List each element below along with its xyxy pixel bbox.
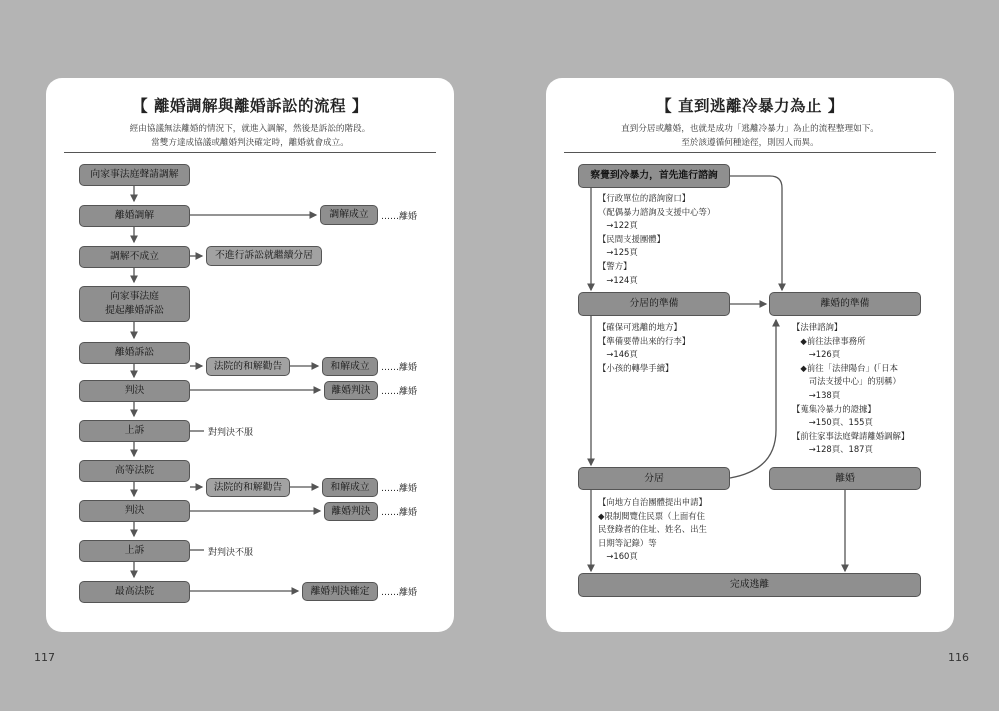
- prep-div-note-8: →150頁、155頁: [792, 417, 873, 428]
- prep-sep-note-3: →146頁: [598, 349, 638, 360]
- file-suit-line-2: 提起離婚訴訟: [105, 305, 164, 316]
- mediation-box: 離婚調解: [79, 205, 190, 227]
- appeal-note-1: 對判決不服: [208, 428, 254, 438]
- appeal-box-1: 上訴: [79, 420, 190, 442]
- complete-escape-box: 完成逃離: [578, 573, 921, 597]
- prep-separation-notes: [598, 321, 690, 375]
- consult-notes: [598, 192, 715, 287]
- prep-div-note-6: →138頁: [792, 389, 841, 400]
- right-page-title: 【 直到逃離冷暴力為止 】: [656, 97, 844, 115]
- result-divorce-5: ……離婚: [381, 508, 418, 518]
- prep-div-note-1: 【法律諮詢】: [792, 322, 843, 332]
- result-divorce-2: ……離婚: [381, 363, 418, 373]
- prep-div-note-5: 司法支援中心」的別稱）: [792, 376, 901, 387]
- judgment-box-2: 判決: [79, 500, 190, 522]
- divorce-box: 離婚: [769, 467, 921, 490]
- prep-separation-box: 分居的準備: [578, 292, 730, 316]
- result-divorce-6: ……離婚: [381, 588, 418, 598]
- right-desc-line-2: 至於該遵循何種途徑，則因人而異。: [681, 138, 819, 148]
- file-suit-line-1: 向家事法庭: [110, 291, 159, 302]
- consult-note-3: →122頁: [598, 220, 638, 231]
- prep-divorce-box: 離婚的準備: [769, 292, 921, 316]
- left-page-description: [46, 122, 454, 150]
- appeal-box-2: 上訴: [79, 540, 190, 562]
- right-page-description: [546, 122, 954, 150]
- supreme-court-box: 最高法院: [79, 581, 190, 603]
- appeal-note-2: 對判決不服: [208, 548, 254, 558]
- consult-note-2: （配偶暴力諮詢及支援中心等）: [598, 206, 716, 217]
- start-consult-box: 察覺到冷暴力，首先進行諮詢: [578, 164, 730, 188]
- court-advice-box-2: 法院的和解勸告: [206, 478, 290, 497]
- consult-note-7: →124頁: [598, 274, 638, 285]
- high-court-box: 高等法院: [79, 460, 190, 482]
- prep-divorce-notes: [792, 321, 909, 457]
- left-desc-line-2: 當雙方達成協議或離婚判決確定時，離婚就會成立。: [151, 138, 349, 148]
- separation-notes: [598, 496, 707, 564]
- mediation-fail-box: 調解不成立: [79, 246, 190, 268]
- left-desc-line-1: 經由協議無法離婚的情況下，就進入調解，然後是訴訟的階段。: [129, 124, 371, 134]
- prep-div-note-4: ◆前往「法律陽台」(「日本: [792, 362, 899, 373]
- petition-box: 向家事法庭聲請調解: [79, 164, 190, 186]
- judgment-box-1: 判決: [79, 380, 190, 402]
- divorce-suit-box: 離婚訴訟: [79, 342, 190, 364]
- prep-sep-note-2: 【準備要帶出來的行李】: [598, 335, 691, 346]
- divorce-judgment-box-2: 離婚判決: [324, 502, 378, 521]
- prep-div-note-7: 【蒐集冷暴力的證據】: [792, 403, 876, 414]
- consult-note-6: 【警方】: [598, 260, 632, 271]
- right-divider: [564, 152, 936, 153]
- left-divider: [64, 152, 436, 153]
- sep-note-4: 日期等記錄）等: [598, 537, 657, 548]
- result-divorce-3: ……離婚: [381, 387, 418, 397]
- separation-box: 分居: [578, 467, 730, 490]
- prep-div-note-2: ◆前往法律事務所: [792, 335, 866, 346]
- court-advice-box-1: 法院的和解勸告: [206, 357, 290, 376]
- settlement-box-2: 和解成立: [322, 478, 378, 497]
- right-page-number: 116: [948, 651, 969, 664]
- result-divorce-4: ……離婚: [381, 484, 418, 494]
- consult-note-5: →125頁: [598, 247, 638, 258]
- sep-note-1: 【向地方自治團體提出申請】: [598, 497, 707, 507]
- prep-sep-note-4: 【小孩的轉學手續】: [598, 362, 674, 373]
- left-page-title: 【 離婚調解與離婚訴訟的流程 】: [132, 97, 368, 115]
- prep-div-note-10: →128頁、187頁: [792, 444, 873, 455]
- divorce-judgment-box-1: 離婚判決: [324, 381, 378, 400]
- final-judgment-box: 離婚判決確定: [302, 582, 378, 601]
- sep-note-5: →160頁: [598, 551, 638, 562]
- sep-note-2: ◆限制閱覽住民票（上面有住: [598, 510, 705, 521]
- file-suit-box: [79, 286, 190, 322]
- sep-note-3: 民登錄者的住址、姓名、出生: [598, 524, 707, 535]
- left-page-number: 117: [34, 651, 55, 664]
- right-desc-line-1: 直到分居或離婚，也就是成功「逃離冷暴力」為止的流程整理如下。: [621, 124, 879, 134]
- prep-div-note-3: →126頁: [792, 349, 841, 360]
- consult-note-4: 【民間支援團體】: [598, 233, 665, 244]
- result-divorce-1: ……離婚: [381, 212, 418, 222]
- prep-sep-note-1: 【確保可逃離的地方】: [598, 322, 682, 332]
- prep-div-note-9: 【前往家事法庭聲請離婚調解】: [792, 430, 910, 441]
- mediation-success-box: 調解成立: [320, 205, 378, 225]
- consult-note-1: 【行政單位的諮詢窗口】: [598, 193, 691, 203]
- no-suit-box: 不進行訴訟就繼續分居: [206, 246, 322, 266]
- settlement-box-1: 和解成立: [322, 357, 378, 376]
